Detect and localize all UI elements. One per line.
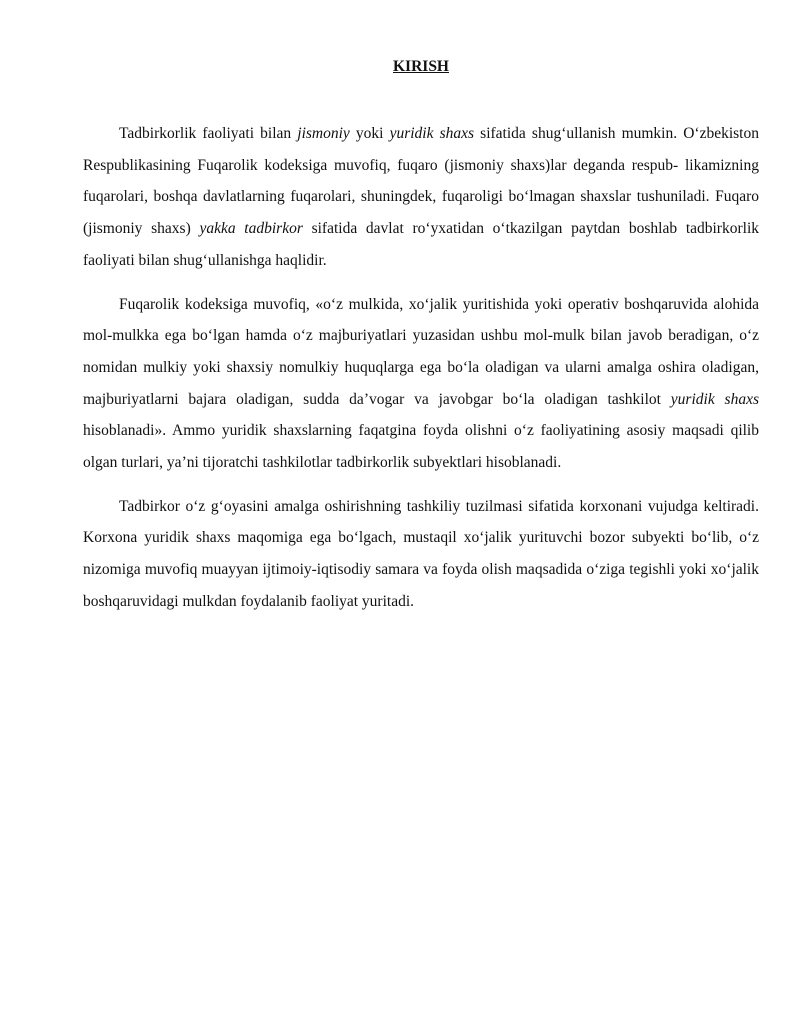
paragraph-1-text-3: sifatida shug‘ullanish mumkin. O‘zbekiston Respublikasining Fuqarolik kodeksiga muvofiq, fuqaro (jismoniy shaxs)lar deganda respub- likamizning fuqarolari, boshqa davlatlarning fuqarolari, shuningdek, fuqaroligi bo‘lmagan shaxslar tushuniladi. Fuqaro (jismoniy shaxs) [83, 125, 759, 238]
paragraph-2-italic-1: yuridik shaxs [670, 390, 759, 408]
paragraph-1-text-4: sifatida davlat ro‘yxatidan o‘tkazilgan paytdan boshlab tadbirkorlik faoliyati bilan shug‘ullanishga haqlidir. [83, 220, 759, 269]
paragraph-1-italic-3: yakka tadbirkor [199, 220, 303, 238]
paragraph-1-italic-2: yuridik shaxs [389, 125, 475, 142]
paragraph-1-text-1: Tadbirkorlik faoliyati bilan [119, 125, 298, 142]
paragraph-1-italic-1: jismoniy [297, 125, 350, 142]
document-page [83, 56, 759, 630]
paragraph-2 [83, 289, 759, 479]
paragraph-3-text-1: Tadbirkor o‘z g‘oyasini amalga oshirishning tashkiliy tuzilmasi sifatida korxonani vujudga keltiradi. Korxona yuridik shaxs maqomiga ega bo‘lgach, mustaqil xo‘jalik yurituvchi bozor subyekti bo‘lib, o‘z nizomiga muvofiq muayyan ijtimoiy-iqtisodiy samara va foyda olish maqsadida o‘ziga tegishli yoki xo‘jalik boshqaruvidagi mulkdan foydalanib faoliyat yuritadi. [83, 497, 759, 610]
page-title: KIRISH [393, 58, 449, 75]
paragraph-2-text-2: hisoblanadi». Ammo yuridik shaxslarning faqatgina foyda olishni o‘z faoliyatining asosiy maqsadi qilib olgan turlari, ya’ni tijoratchi tashkilotlar tadbirkorlik subyektlari hisoblanadi. [83, 422, 759, 472]
paragraph-1 [83, 118, 759, 277]
paragraph-1-text-2: yoki [349, 125, 390, 142]
paragraph-3 [83, 491, 759, 618]
paragraph-2-text-1: Fuqarolik kodeksiga muvofiq, «o‘z mulkida, xo‘jalik yuritishida yoki operativ boshqaruvida alohida mol-mulkka ega bo‘lgan hamda o‘z majburiyatlari yuzasidan ushbu mol-mulk bilan javob beradigan, o‘z nomidan mulkiy yoki shaxsiy nomulkiy huquqlarga ega bo‘la oladigan va ularni amalga oshira oladigan, majburiyatlarni bajara oladigan, sudda da’vogar va javobgar bo‘la oladigan tashkilot [83, 295, 759, 408]
